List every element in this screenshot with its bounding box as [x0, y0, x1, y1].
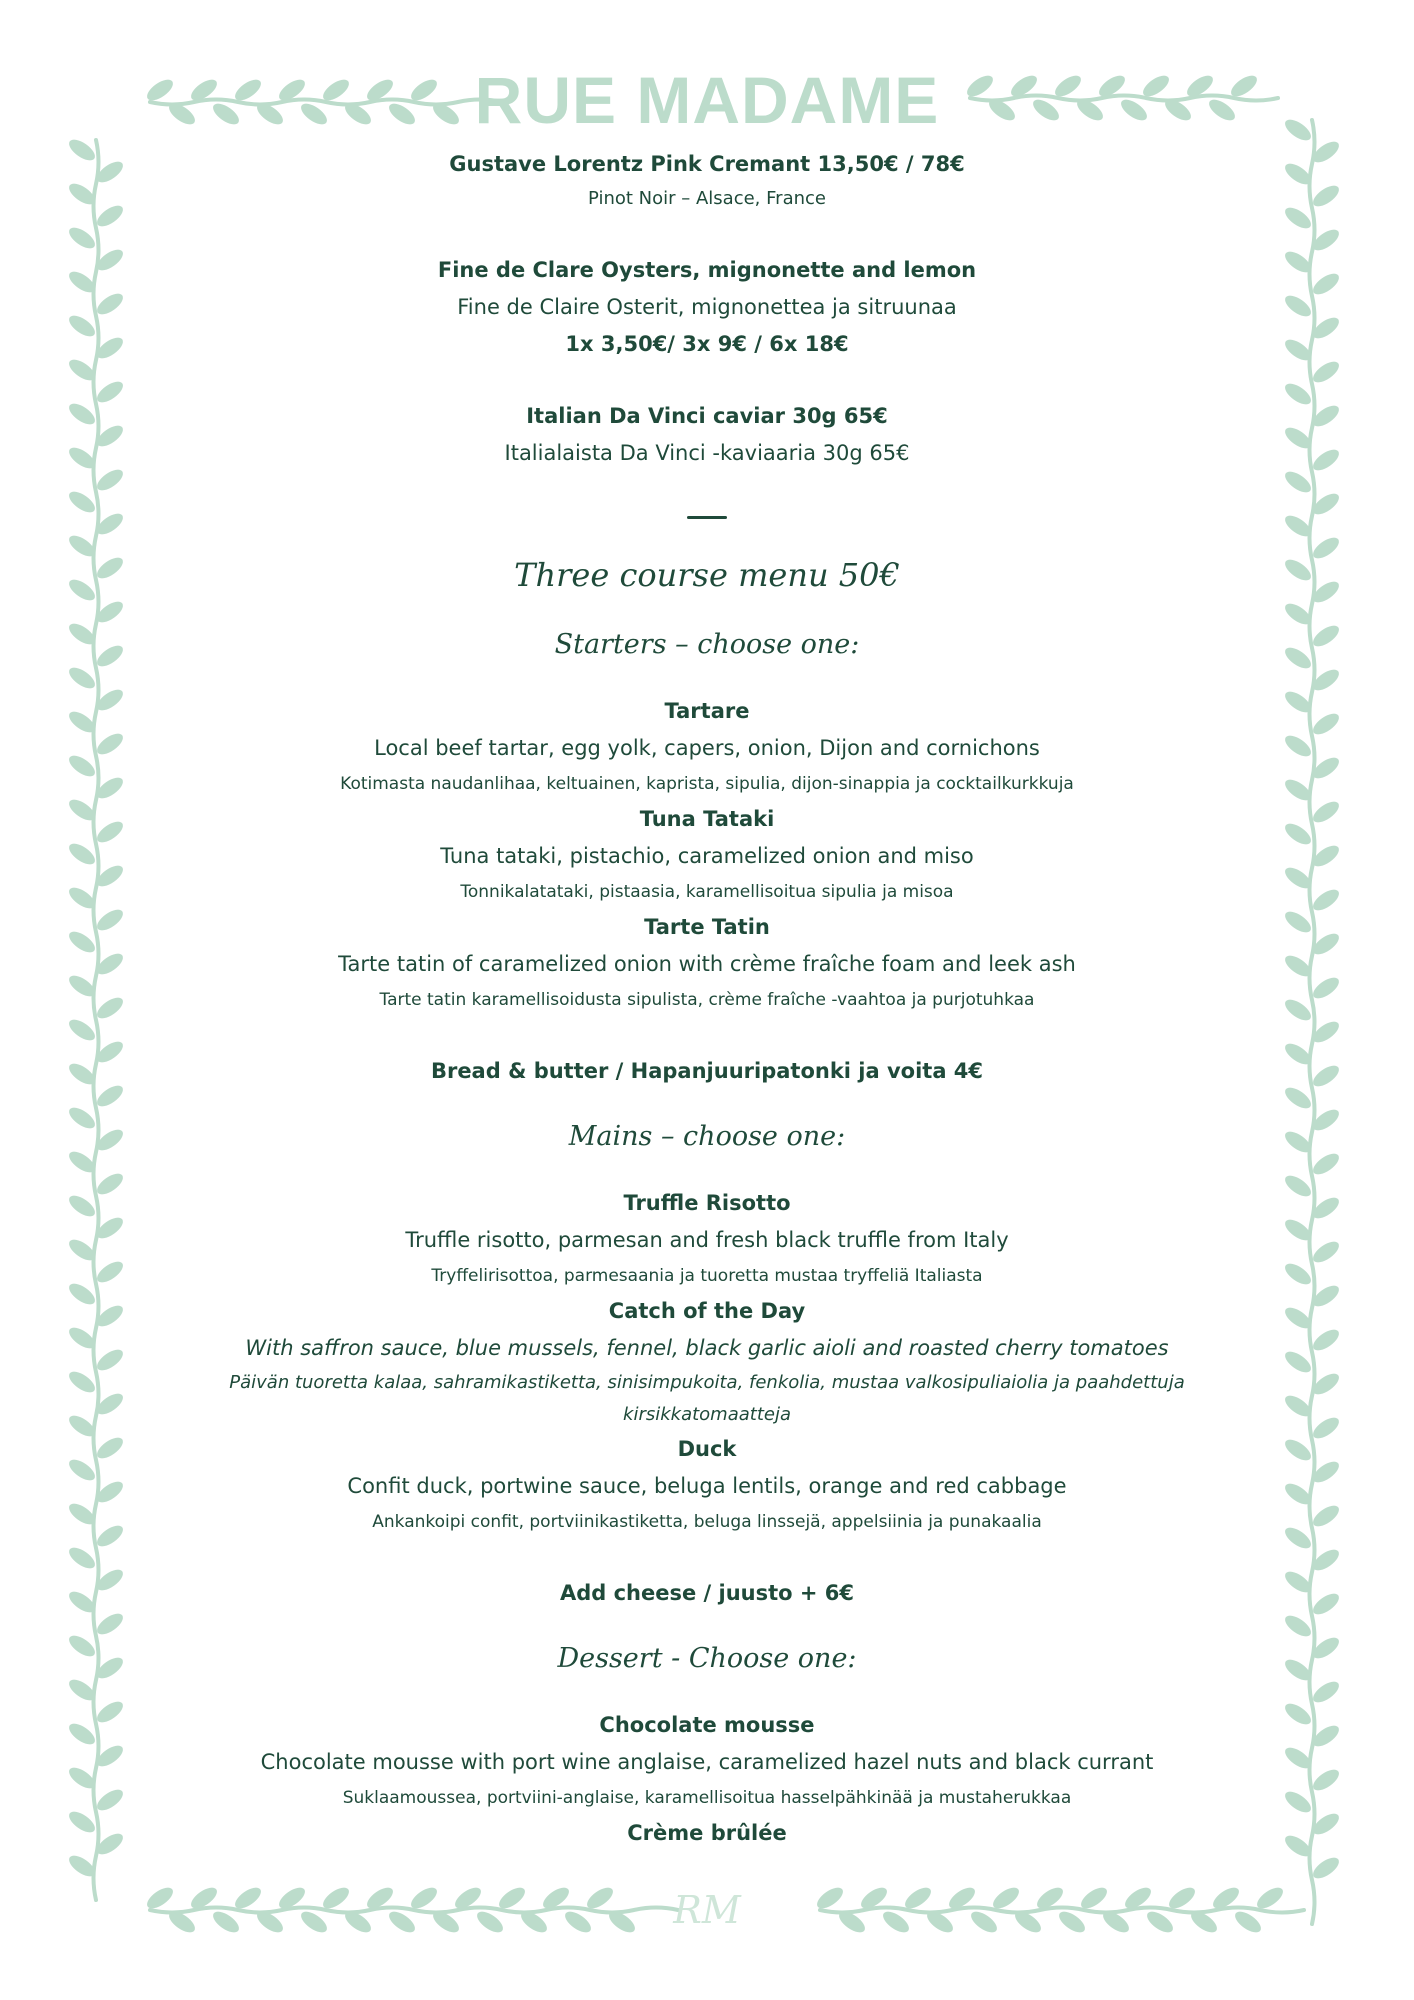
menu-content [200, 146, 1214, 1851]
dash-divider [687, 516, 727, 519]
laurel-leaf [94, 1258, 127, 1287]
rm-monogram: RM [673, 1888, 741, 1932]
laurel-leaf [1310, 358, 1343, 387]
dish-name: Tuna Tataki [639, 807, 775, 831]
dish-description: With saffron sauce, blue mussels, fennel, black garlic aioli and roasted cherry tomatoes [245, 1336, 1169, 1360]
mains-heading: Mains – choose one: [568, 1121, 846, 1152]
dish-description-finnish: Tonnikalatataki, pistaasia, karamellisoitua sipulia ja misoa [460, 882, 954, 902]
dish-description: Local beef tartar, egg yolk, capers, onion, Dijon and cornichons [374, 736, 1040, 760]
laurel-leaf [66, 1808, 99, 1837]
laurel-leaf [1282, 1612, 1315, 1641]
laurel-leaf [66, 1632, 99, 1661]
laurel-leaf [1282, 996, 1315, 1025]
laurel-leaf [1282, 292, 1315, 321]
laurel-leaf [1310, 886, 1343, 915]
laurel-leaf [94, 1434, 127, 1463]
laurel-leaf [1310, 1590, 1343, 1619]
vine-stem [94, 140, 99, 1900]
dish-description-finnish: Tarte tatin karamellisoidusta sipulista, crème fraîche -vaahtoa ja purjotuhkaa [379, 990, 1035, 1010]
laurel-leaf [66, 576, 99, 605]
dessert-heading: Dessert - Choose one: [557, 1643, 857, 1674]
starters-heading: Starters – choose one: [554, 629, 860, 660]
laurel-leaf [66, 928, 99, 957]
dish-description: Confit duck, portwine sauce, beluga lentils, orange and red cabbage [347, 1474, 1067, 1498]
dish-description-finnish: Ankankoipi confit, portviinikastiketta, beluga linssejä, appelsiinia ja punakaalia [372, 1512, 1042, 1532]
laurel-leaf [1282, 1348, 1315, 1377]
laurel-leaf [94, 642, 127, 671]
laurel-leaf [1282, 1788, 1315, 1817]
laurel-leaf [66, 1192, 99, 1221]
laurel-leaf [66, 136, 99, 165]
laurel-leaf [94, 202, 127, 231]
laurel-leaf [1310, 1414, 1343, 1443]
laurel-leaf [66, 664, 99, 693]
laurel-leaf [1310, 622, 1343, 651]
laurel-leaf [1282, 1172, 1315, 1201]
laurel-leaf [94, 290, 127, 319]
restaurant-title: RUE MADAME [474, 63, 940, 137]
laurel-leaf [1282, 1524, 1315, 1553]
laurel-leaf [1310, 1502, 1343, 1531]
laurel-leaf [1310, 974, 1343, 1003]
laurel-leaf [1282, 644, 1315, 673]
laurel-leaf [66, 752, 99, 781]
laurel-leaf [1282, 380, 1315, 409]
laurel-leaf [94, 1786, 127, 1815]
laurel-leaf [1310, 1238, 1343, 1267]
dish-description: Tarte tatin of caramelized onion with crème fraîche foam and leek ash [338, 952, 1076, 976]
laurel-leaf [1282, 1260, 1315, 1289]
dish-description: Tuna tataki, pistachio, caramelized onion and miso [440, 844, 974, 868]
dish-name: Crème brûlée [627, 1821, 787, 1845]
laurel-leaf [1282, 468, 1315, 497]
laurel-leaf [66, 1720, 99, 1749]
laurel-leaf [66, 1104, 99, 1133]
laurel-leaf [1310, 1150, 1343, 1179]
laurel-leaf [66, 840, 99, 869]
laurel-leaf [66, 1368, 99, 1397]
laurel-leaf [66, 1280, 99, 1309]
bread-extra: Bread & butter / Hapanjuuripatonki ja voita 4€ [430, 1059, 984, 1083]
dish-name: Truffle Risotto [623, 1191, 791, 1215]
laurel-leaf [94, 994, 127, 1023]
laurel-leaf [1282, 204, 1315, 233]
dish-name: Chocolate mousse [599, 1713, 815, 1737]
laurel-leaf [1310, 1062, 1343, 1091]
dish-name: Tarte Tatin [644, 915, 770, 939]
laurel-leaf [1310, 1854, 1343, 1883]
laurel-leaf [1310, 446, 1343, 475]
laurel-leaf [94, 730, 127, 759]
dish-description-finnish: Kotimasta naudanlihaa, keltuainen, kaprista, sipulia, dijon-sinappia ja cocktailkurkkuja [340, 774, 1074, 794]
laurel-leaf [1310, 1678, 1343, 1707]
dish-description: Chocolate mousse with port wine anglaise, caramelized hazel nuts and black currant [260, 1750, 1154, 1774]
laurel-leaf [94, 818, 127, 847]
laurel-leaf [66, 224, 99, 253]
laurel-leaf [94, 1170, 127, 1199]
dish-name: Catch of the Day [608, 1299, 806, 1323]
laurel-leaf [66, 488, 99, 517]
dish-description-finnish: Suklaamoussea, portviini-anglaise, karamellisoitua hasselpähkinää ja mustaherukkaa [342, 1788, 1072, 1808]
caviar-finnish: Italialaista Da Vinci -kaviaaria 30g 65€ [504, 441, 910, 465]
wine-origin: Pinot Noir – Alsace, France [588, 188, 826, 209]
laurel-leaf [66, 1456, 99, 1485]
laurel-leaf [94, 906, 127, 935]
laurel-leaf [1282, 1436, 1315, 1465]
laurel-leaf [66, 312, 99, 341]
laurel-leaf [94, 554, 127, 583]
laurel-leaf [66, 1544, 99, 1573]
dish-name: Duck [677, 1437, 737, 1461]
dish-description-finnish: Tryffelirisottoa, parmesaania ja tuoretta mustaa tryffeliä Italiasta [431, 1266, 983, 1286]
cheese-extra: Add cheese / juusto + 6€ [559, 1581, 855, 1605]
laurel-leaf [1282, 556, 1315, 585]
laurel-leaf [1310, 1766, 1343, 1795]
laurel-leaf [94, 1522, 127, 1551]
laurel-leaf [94, 378, 127, 407]
laurel-leaf [94, 1698, 127, 1727]
laurel-leaf [1282, 908, 1315, 937]
dish-description-finnish: Päivän tuoretta kalaa, sahramikastiketta, sinisimpukoita, fenkolia, mustaa valkosipuliaiolia ja paahdettuja kirsikkatomaatteja [229, 1372, 1185, 1425]
dish-description: Truffle risotto, parmesan and fresh black truffle from Italy [405, 1228, 1009, 1252]
oysters-title: Fine de Clare Oysters, mignonette and lemon [437, 258, 977, 282]
laurel-leaf [1310, 1326, 1343, 1355]
laurel-leaf [1310, 710, 1343, 739]
laurel-leaf [1310, 182, 1343, 211]
laurel-leaf [94, 1346, 127, 1375]
laurel-leaf [1282, 1700, 1315, 1729]
menu-title: Three course menu 50€ [514, 556, 900, 594]
laurel-leaf [1310, 270, 1343, 299]
laurel-leaf [1310, 534, 1343, 563]
laurel-leaf [66, 1016, 99, 1045]
caviar-title: Italian Da Vinci caviar 30g 65€ [526, 404, 888, 428]
oysters-finnish: Fine de Claire Osterit, mignonettea ja sitruunaa [457, 295, 957, 319]
laurel-leaf [94, 1082, 127, 1111]
laurel-leaf [1310, 798, 1343, 827]
laurel-leaf [94, 1610, 127, 1639]
laurel-leaf [1282, 1084, 1315, 1113]
laurel-leaf [1282, 732, 1315, 761]
laurel-leaf [66, 400, 99, 429]
dish-name: Tartare [664, 699, 750, 723]
laurel-leaf [1282, 820, 1315, 849]
laurel-leaf [94, 466, 127, 495]
wine-name: Gustave Lorentz Pink Cremant 13,50€ / 78€ [449, 152, 965, 176]
oysters-price: 1x 3,50€/ 3x 9€ / 6x 18€ [565, 332, 849, 356]
